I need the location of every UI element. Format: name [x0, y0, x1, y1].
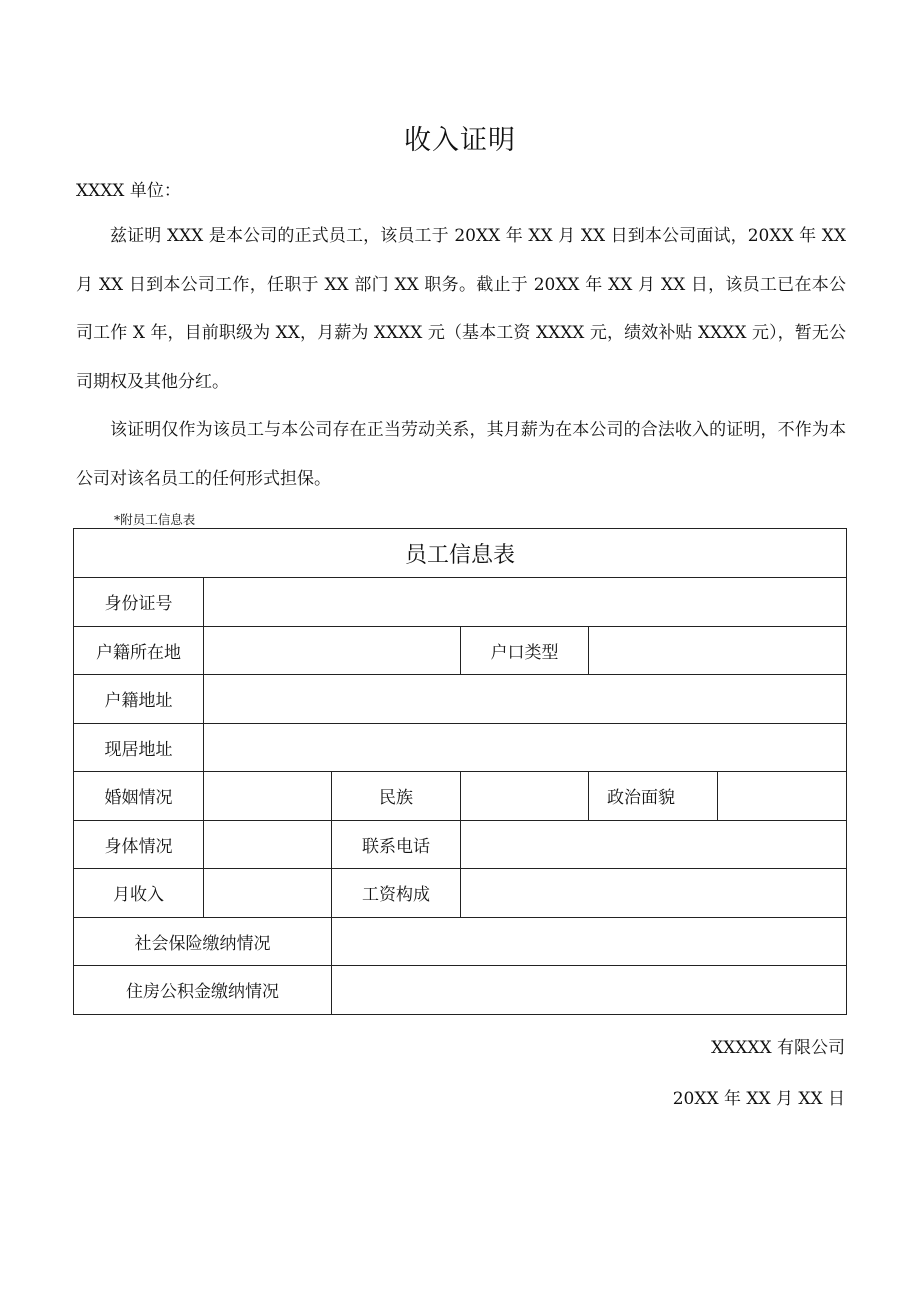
health-field[interactable]: [204, 820, 332, 869]
social-insurance-label: 社会保险缴纳情况: [74, 917, 332, 966]
marital-status-label: 婚姻情况: [74, 772, 204, 821]
table-row: [74, 578, 847, 627]
marital-status-field[interactable]: [204, 772, 332, 821]
id-number-label: 身份证号: [74, 578, 204, 627]
salary-structure-label: 工资构成: [332, 869, 461, 918]
table-row: [74, 675, 847, 724]
current-address-label: 现居地址: [74, 723, 204, 772]
table-row: [74, 626, 847, 675]
hukou-location-label: 户籍所在地: [74, 626, 204, 675]
phone-field[interactable]: [461, 820, 847, 869]
political-status-label: 政治面貌: [589, 772, 718, 821]
table-title: 员工信息表: [74, 529, 847, 578]
table-row: [74, 772, 847, 821]
table-row: [74, 966, 847, 1015]
ethnicity-field[interactable]: [461, 772, 589, 821]
current-address-field[interactable]: [204, 723, 847, 772]
table-row: [74, 917, 847, 966]
social-insurance-field[interactable]: [332, 917, 847, 966]
housing-fund-label: 住房公积金缴纳情况: [74, 966, 332, 1015]
hukou-address-field[interactable]: [204, 675, 847, 724]
salary-structure-field[interactable]: [461, 869, 847, 918]
id-number-field[interactable]: [204, 578, 847, 627]
table-note: *附员工信息表: [114, 512, 196, 527]
certificate-body: [76, 212, 846, 503]
employee-info-table: [73, 528, 847, 1015]
monthly-income-label: 月收入: [74, 869, 204, 918]
issue-date: 20XX 年 XX 月 XX 日: [672, 1089, 845, 1109]
table-row: [74, 723, 847, 772]
company-name: XXXXX 有限公司: [711, 1038, 845, 1058]
health-label: 身体情况: [74, 820, 204, 869]
table-row: [74, 820, 847, 869]
table-row: [74, 869, 847, 918]
hukou-address-label: 户籍地址: [74, 675, 204, 724]
hukou-location-field[interactable]: [204, 626, 461, 675]
hukou-type-label: 户口类型: [461, 626, 589, 675]
document-title: 收入证明: [404, 125, 516, 156]
housing-fund-field[interactable]: [332, 966, 847, 1015]
body-paragraph-2: 该证明仅作为该员工与本公司存在正当劳动关系，其月薪为在本公司的合法收入的证明，不作为本公司对该名员工的任何形式担保。: [76, 420, 846, 489]
body-paragraph-1: 兹证明 XXX 是本公司的正式员工，该员工于 20XX 年 XX 月 XX 日到本公司面试，20XX 年 XX 月 XX 日到本公司工作，任职于 XX 部门 XX 职务。截止于 20XX 年 XX 月 XX 日，该员工已在本公司工作 X 年，目前职级为 XX，月薪为 XXXX 元（基本工资 XXXX 元，绩效补贴 XXXX 元），暂无公司期权及其他分红。: [76, 226, 846, 392]
ethnicity-label: 民族: [332, 772, 461, 821]
phone-label: 联系电话: [332, 820, 461, 869]
table-row: [74, 529, 847, 578]
hukou-type-field[interactable]: [589, 626, 847, 675]
monthly-income-field[interactable]: [204, 869, 332, 918]
addressee: XXXX 单位：: [76, 181, 181, 201]
political-status-field[interactable]: [718, 772, 847, 821]
